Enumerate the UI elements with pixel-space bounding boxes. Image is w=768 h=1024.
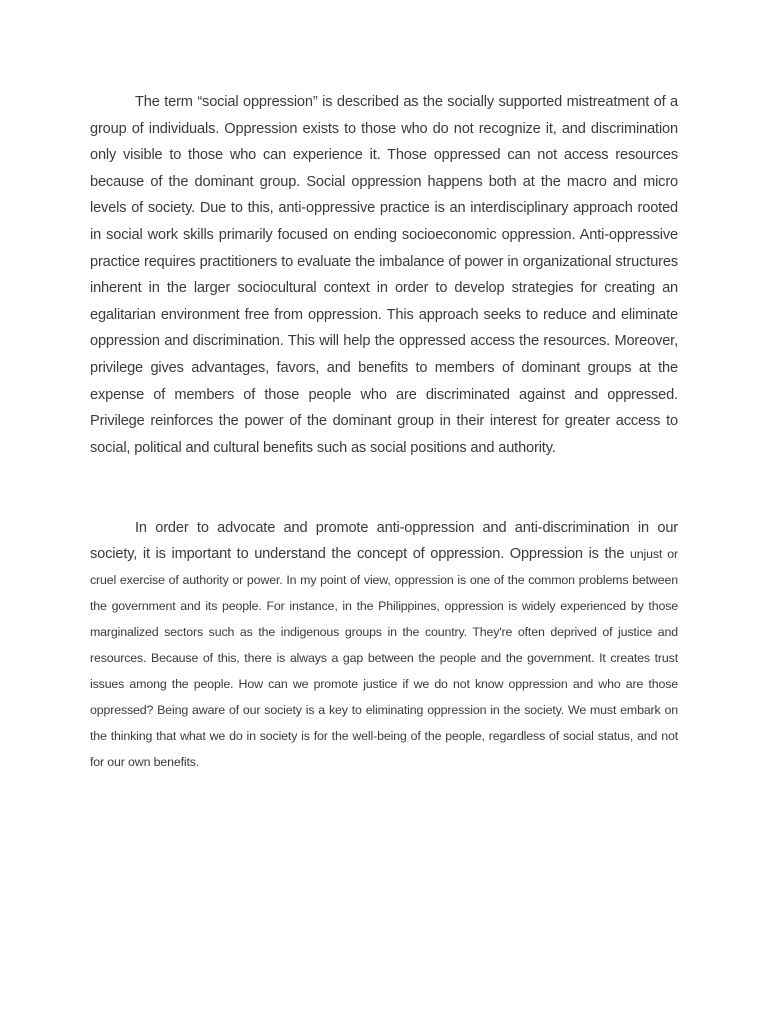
paragraph-advocacy-rest: unjust or cruel exercise of authority or power. In my point of view, oppression is one of the common problems between the government and its people. For instance, in the Philippines, oppression is widely experienced by those marginalized sectors such as the indigenous groups in the country. They're often deprived of justice and resources. Because of this, there is always a gap between the people and the government. It creates trust issues among the people. How can we promote justice if we do not know oppression and who are those oppressed? Being aware of our society is a key to eliminating oppression in the society. We must embark on the thinking that what we do in society is for the well-being of the people, regardless of social status, and not for our own benefits. (90, 547, 678, 769)
paragraph-advocacy (90, 515, 678, 775)
paragraph-advocacy-lead: In order to advocate and promote anti-oppression and anti-discrimination in our society, it is important to understand the concept of oppression. Oppression is the (90, 520, 678, 562)
paragraph-social-oppression-definition: The term “social oppression” is described as the socially supported mistreatment of a group of individuals. Oppression exists to those who do not recognize it, and discrimination only visible to those who can experience it. Those oppressed can not access resources because of the dominant group. Social oppression happens both at the macro and micro levels of society. Due to this, anti-oppressive practice is an interdisciplinary approach rooted in social work skills primarily focused on ending socioeconomic oppression. Anti-oppressive practice requires practitioners to evaluate the imbalance of power in organizational structures inherent in the larger sociocultural context in order to develop strategies for creating an egalitarian environment free from oppression. This approach seeks to reduce and eliminate oppression and discrimination. This will help the oppressed access the resources. Moreover, privilege gives advantages, favors, and benefits to members of dominant groups at the expense of members of those people who are discriminated against and oppressed. Privilege reinforces the power of the dominant group in their interest for greater access to social, political and cultural benefits such as social positions and authority. (90, 94, 678, 456)
